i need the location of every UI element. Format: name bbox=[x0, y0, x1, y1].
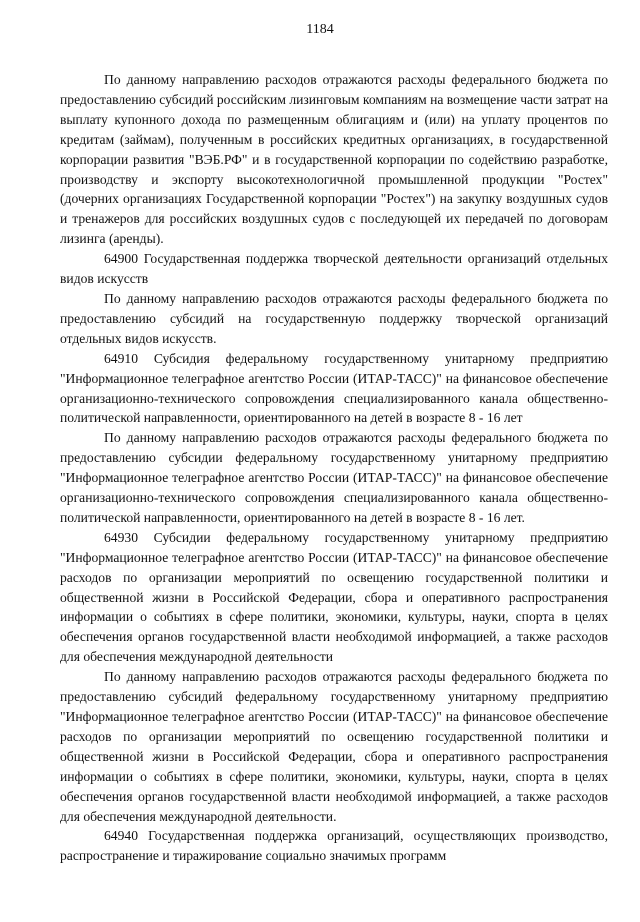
heading-64910: 64910 Субсидия федеральному государственному унитарному предприятию "Информационное телеграфное агентство России (ИТАР-ТАСС)" на финансовое обеспечение организационно-технического сопровождения специализированного канала общественно-политической направленности, ориентированного на детей в возрасте 8 - 16 лет bbox=[60, 350, 608, 426]
heading-64930: 64930 Субсидии федеральному государственному унитарному предприятию "Информационное телеграфное агентство России (ИТАР-ТАСС)" на финансовое обеспечение расходов по организации мероприятий по освещению государственной политики и общественной жизни в Российской Федерации, сбора и оперативного распространения информации о событиях в сфере политики, экономики, культуры, науки, спорта в целях обеспечения органов государственной власти необходимой информацией, а также расходов для обеспечения международной деятельности bbox=[60, 529, 608, 665]
paragraph-64900-description: По данному направлению расходов отражаются расходы федерального бюджета по предоставлению субсидий на государственную поддержку творческой организаций отдельных видов искусств. bbox=[60, 290, 608, 346]
page-number: 1184 bbox=[306, 22, 334, 37]
paragraph-64930-description: По данному направлению расходов отражаются расходы федерального бюджета по предоставлению субсидий федеральному государственному унитарному предприятию "Информационное телеграфное агентство России (ИТАР-ТАСС)" на финансовое обеспечение расходов по организации мероприятий по освещению государственной политики и общественной жизни в Российской Федерации, сбора и оперативного распространения информации о событиях в сфере политики, экономики, культуры, науки, спорта в целях обеспечения органов государственной власти необходимой информацией, а также расходов для обеспечения международной деятельности. bbox=[60, 669, 608, 824]
paragraph-subsidy-leasing-description: По данному направлению расходов отражаются расходы федерального бюджета по предоставлению субсидий российским лизинговым компаниям на возмещение части затрат на выплату купонного дохода по размещенным облигациям и (или) на уплату процентов по кредитам (займам), полученным в российских кредитных организациях, в государственной корпорации развития "ВЭБ.РФ" и в государственной корпорации по содействию разработке, производству и экспорту высокотехнологичной промышленной продукции "Ростех" (дочерних организациях Государственной корпорации "Ростех") на закупку воздушных судов и тренажеров для российских воздушных судов с последующей их передачей по договорам лизинга (аренды). bbox=[60, 72, 608, 247]
document-body bbox=[60, 70, 608, 866]
heading-64940: 64940 Государственная поддержка организаций, осуществляющих производство, распространение и тиражирование социально значимых программ bbox=[60, 828, 608, 864]
heading-64900: 64900 Государственная поддержка творческой деятельности организаций отдельных видов искусств bbox=[60, 251, 608, 287]
paragraph-64910-description: По данному направлению расходов отражаются расходы федерального бюджета по предоставлению субсидии федеральному государственному унитарному предприятию "Информационное телеграфное агентство России (ИТАР-ТАСС)" на финансовое обеспечение организационно-технического сопровождения специализированного канала общественно-политической направленности, ориентированного на детей в возрасте 8 - 16 лет. bbox=[60, 430, 608, 525]
